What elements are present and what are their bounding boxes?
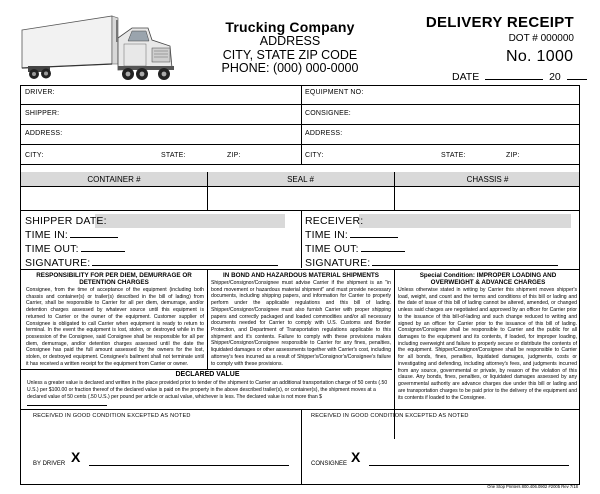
- delivery-form: [20, 85, 580, 485]
- declared-text: Unless a greater value is declared and written in the place provided prior to tender of the shipment to Carrier an additional transportation charge of 50 cents (.50 U.S.) per $100.00 or fraction thereof of the declared value is paid on the property in the above described trailer(s), or container(s), the shipment moves at a declared value of 50 cents (.50 U.S.) per pound per article or actual value, whichever is less. The declared value is not more than $: [27, 380, 388, 401]
- shipper-label: SHIPPER:: [25, 110, 60, 117]
- receiver-band: [359, 214, 571, 228]
- time-in-left-label: TIME IN:: [25, 229, 69, 241]
- equipment-no-label: EQUIPMENT NO:: [305, 89, 364, 96]
- row-line: [21, 164, 579, 165]
- dot-number: DOT # 000000: [508, 33, 574, 44]
- by-driver-label: BY DRIVER: [33, 461, 66, 467]
- hazmat-title: IN BOND AND HAZARDOUS MATERIAL SHIPMENTS: [223, 272, 379, 279]
- signature-right-line: [372, 257, 558, 266]
- receipt-number: No. 1000: [506, 48, 574, 65]
- declared-title: DECLARED VALUE: [175, 371, 240, 378]
- time-out-right-line: [361, 243, 405, 252]
- party-divider: [301, 86, 302, 164]
- printer-credit: One Stop Printers 800.406.0902 #2005 Rev 7/18: [487, 484, 578, 489]
- shipper-date-label: SHIPPER DATE:: [25, 215, 107, 227]
- container-header: CONTAINER #: [87, 175, 141, 184]
- row-line: [21, 269, 579, 270]
- row-line: [21, 104, 579, 105]
- shipper-date-band: [95, 214, 285, 228]
- row-line: [21, 186, 579, 187]
- col-line: [207, 269, 208, 369]
- company-address: ADDRESS: [259, 34, 321, 48]
- time-in-right[interactable]: [305, 229, 398, 241]
- consignee-zip-label: ZIP:: [506, 152, 520, 159]
- per-diem-title: RESPONSIBILITY FOR PER DIEM, DEMURRAGE OR DETENTION CHARGES: [36, 272, 192, 287]
- signature-left-label: SIGNATURE:: [25, 257, 91, 269]
- time-out-left-label: TIME OUT:: [25, 243, 79, 255]
- per-diem-body: Consignee, from the time of acceptance of the equipment (including both chassis and container(s) or trailer(s) described in the bill of lading) from Carrier, shall be responsible to Carrier for all per diem, demurrage, and/or detention charges assessed by whatever source until this equipment is returned to Carrier or the owner of the equipment. Customer supplier of Consignee is obligated to call Carrier when equipment is ready to return to terminal. In the event the equipment is lost, stolen, or destroyed while in the possession of the Consignee, said Consignee shall be responsible for all per diem, demurrage, and/or detention charges assessed until the date the Consignee has paid the full amount assessed by the owners for the lost, stolen, or destroyed equipment. Consignee's bailment shall not terminate until it has received a written receipt for the equipment from Carrier or owner.: [26, 287, 204, 367]
- driver-x-mark: X: [71, 449, 81, 465]
- company-phone: PHONE: (000) 000-0000: [221, 61, 359, 75]
- timing-divider: [301, 210, 302, 268]
- received-divider: [301, 409, 302, 484]
- signature-right-label: SIGNATURE:: [305, 257, 371, 269]
- consignee-state-label: STATE:: [441, 152, 466, 159]
- consignee-address-label: ADDRESS:: [305, 130, 343, 137]
- chassis-header: CHASSIS #: [466, 175, 509, 184]
- company-name: Trucking Company: [225, 19, 355, 35]
- date-line: [485, 72, 543, 80]
- seal-header: SEAL #: [287, 175, 314, 184]
- consignee-city-label: CITY:: [305, 152, 324, 159]
- year-line: [567, 72, 587, 80]
- driver-signature-line[interactable]: [89, 465, 289, 466]
- row-line: [21, 124, 579, 125]
- consignee-label: CONSIGNEE:: [305, 110, 351, 117]
- time-out-left-line: [81, 243, 125, 252]
- declared-body: [27, 380, 389, 410]
- truck-illustration: [20, 10, 176, 88]
- date-year: 20: [549, 71, 561, 83]
- company-header: [190, 20, 390, 75]
- loading-body: Unless otherwise stated in writing by Carrier this shipment moves shipper's load, weight, and count and the terms and conditions of this bill or lading and the date of issue of this bill of lading cannot be altered, amended, or changed unless said charges are negotiated and approved by an officer for Carrier prior to the issuance of this bill-of-lading and such change reduced to writing and signed by an officer for Carrier prior to the issuance of this bill of lading. Consignor/Consignee shall be responsible to Carrier and the public for all damages to the equipment and its contents, if loaded, for improper loading, including overweight and failure to properly secure or distribute the contents of the equipment. Shipper/Consignor/Consignee shall be responsible to Carrier for all bonds, fines, penalties, liquidated damages, judgments, costs or investigating and defending, including attorney's fees, and judgments incurred from any source, governmental or private, by reason of the violation of this clause. Any bonds, fines, penalties, or liquidated damages assessed by any governmental authority are advance charges due under this bill or lading and are transportation charges to be paid prior to the delivery of the equipment and its contents if loaded to the Consignee.: [398, 287, 577, 401]
- receipt-title: DELIVERY RECEIPT: [425, 14, 574, 31]
- signature-right[interactable]: [305, 257, 558, 269]
- hazmat-body: Shipper/Consignor/Consignee must advise Carrier if the shipment is an "in bond movement or hazardous material shipment" and must provide necessary documents, including shipping papers, and information for Carrier to properly perform under the applicable regulations and this bill of lading. Shipper/Consignor/Consignee must also furnish Carrier with proper shipping papers and correctly packaged and loaded commodities and/or all necessary documents needed for Carrier to comply with U.S. Customs and Border Protection, and Department of Transportation regulations applicable to this shipment and it's contents. Failure to comply with these provisions makes Shipper/Consignor/Consignee responsible to Carrier for any fines, penalties, liquidated damages or other assessments together with Carrier's cost, including attorney's fees incurred as a result of Shipper's/Consignor's/Consignee's failure to comply with these provisions.: [211, 280, 391, 367]
- consignee-label-bottom: CONSIGNEE: [311, 461, 348, 467]
- row-line: [21, 409, 579, 410]
- time-in-left-line: [70, 229, 118, 238]
- driver-label: DRIVER:: [25, 89, 55, 96]
- declared-amount-line[interactable]: [27, 401, 107, 406]
- time-in-left[interactable]: [25, 229, 118, 241]
- time-out-right-label: TIME OUT:: [305, 243, 359, 255]
- signature-left-line: [92, 257, 278, 266]
- date-label: DATE: [452, 71, 480, 83]
- shipper-zip-label: ZIP:: [227, 152, 241, 159]
- shipper-address-label: ADDRESS:: [25, 130, 63, 137]
- signature-left[interactable]: [25, 257, 278, 269]
- received-right-text: RECEIVED IN GOOD CONDITION EXCEPTED AS NOTED: [311, 413, 469, 419]
- row-line: [21, 210, 579, 211]
- time-in-right-line: [350, 229, 398, 238]
- time-out-right[interactable]: [305, 243, 405, 255]
- row-line: [21, 144, 579, 145]
- time-in-right-label: TIME IN:: [305, 229, 349, 241]
- date-field[interactable]: [452, 71, 587, 83]
- consignee-x-mark: X: [351, 449, 361, 465]
- shipper-city-label: CITY:: [25, 152, 44, 159]
- row-line: [21, 369, 392, 370]
- received-left-text: RECEIVED IN GOOD CONDITION EXCEPTED AS NOTED: [33, 413, 191, 419]
- consignee-signature-line[interactable]: [369, 465, 569, 466]
- receiver-label: RECEIVER:: [305, 215, 364, 227]
- company-city-state-zip: CITY, STATE ZIP CODE: [222, 47, 358, 62]
- shipper-state-label: STATE:: [161, 152, 186, 159]
- time-out-left[interactable]: [25, 243, 125, 255]
- loading-title: Special Condition: IMPROPER LOADING AND OVERWEIGHT & ADVANCE CHARGES: [419, 272, 557, 287]
